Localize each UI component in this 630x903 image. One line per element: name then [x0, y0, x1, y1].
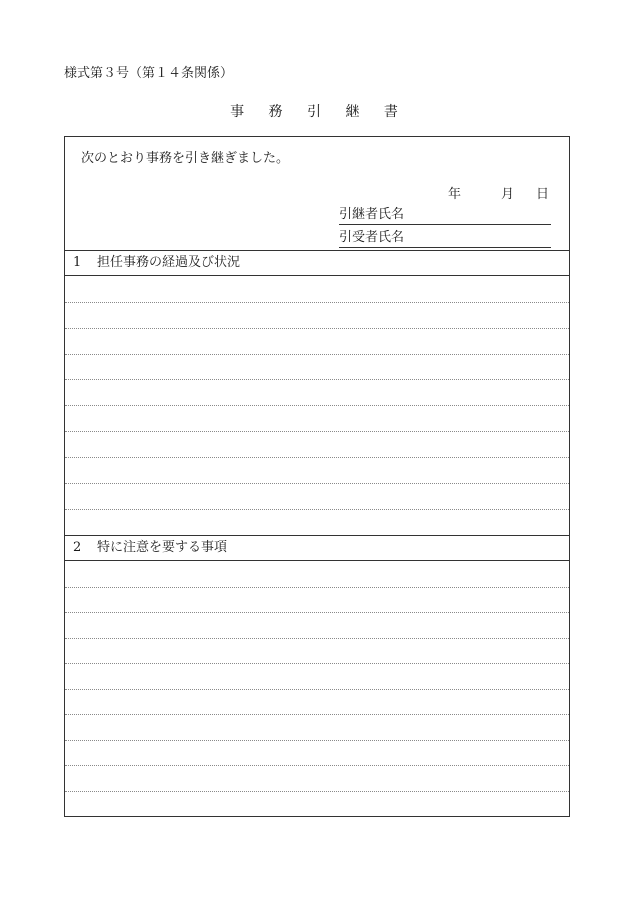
ruled-line	[65, 638, 569, 639]
handover-name-label: 引継者氏名	[339, 207, 405, 222]
ruled-line	[65, 791, 569, 792]
ruled-line	[65, 587, 569, 588]
ruled-line	[65, 431, 569, 432]
section-label: 特に注意を要する事項	[97, 540, 228, 555]
ruled-line	[65, 663, 569, 664]
ruled-line	[65, 612, 569, 613]
section-1-writing-area[interactable]	[65, 276, 569, 535]
form-number: 様式第３号（第１４条関係）	[64, 66, 234, 81]
section-label: 担任事務の経過及び状況	[97, 255, 241, 270]
receiver-name-field[interactable]	[339, 230, 551, 248]
section-header-1	[65, 250, 569, 276]
intro-text: 次のとおり事務を引き継ぎました。	[81, 151, 290, 166]
section-number: 2	[73, 540, 82, 555]
ruled-line	[65, 714, 569, 715]
ruled-line	[65, 689, 569, 690]
ruled-line	[65, 483, 569, 484]
handover-name-field[interactable]	[339, 207, 551, 225]
date-month-label: 月	[500, 187, 514, 202]
receiver-name-label: 引受者氏名	[339, 230, 405, 245]
ruled-line	[65, 765, 569, 766]
ruled-line	[65, 379, 569, 380]
section-number: 1	[73, 255, 82, 270]
ruled-line	[65, 405, 569, 406]
section-header-2	[65, 535, 569, 561]
ruled-line	[65, 457, 569, 458]
document-title: 事 務 引 継 書	[230, 104, 408, 120]
ruled-line	[65, 302, 569, 303]
ruled-line	[65, 354, 569, 355]
ruled-line	[65, 509, 569, 510]
ruled-line	[65, 328, 569, 329]
date-line	[448, 187, 549, 203]
form-box	[64, 136, 570, 817]
date-year-label: 年	[447, 187, 461, 202]
ruled-line	[65, 740, 569, 741]
section-2-writing-area[interactable]	[65, 561, 569, 816]
date-day-label: 日	[535, 187, 549, 202]
